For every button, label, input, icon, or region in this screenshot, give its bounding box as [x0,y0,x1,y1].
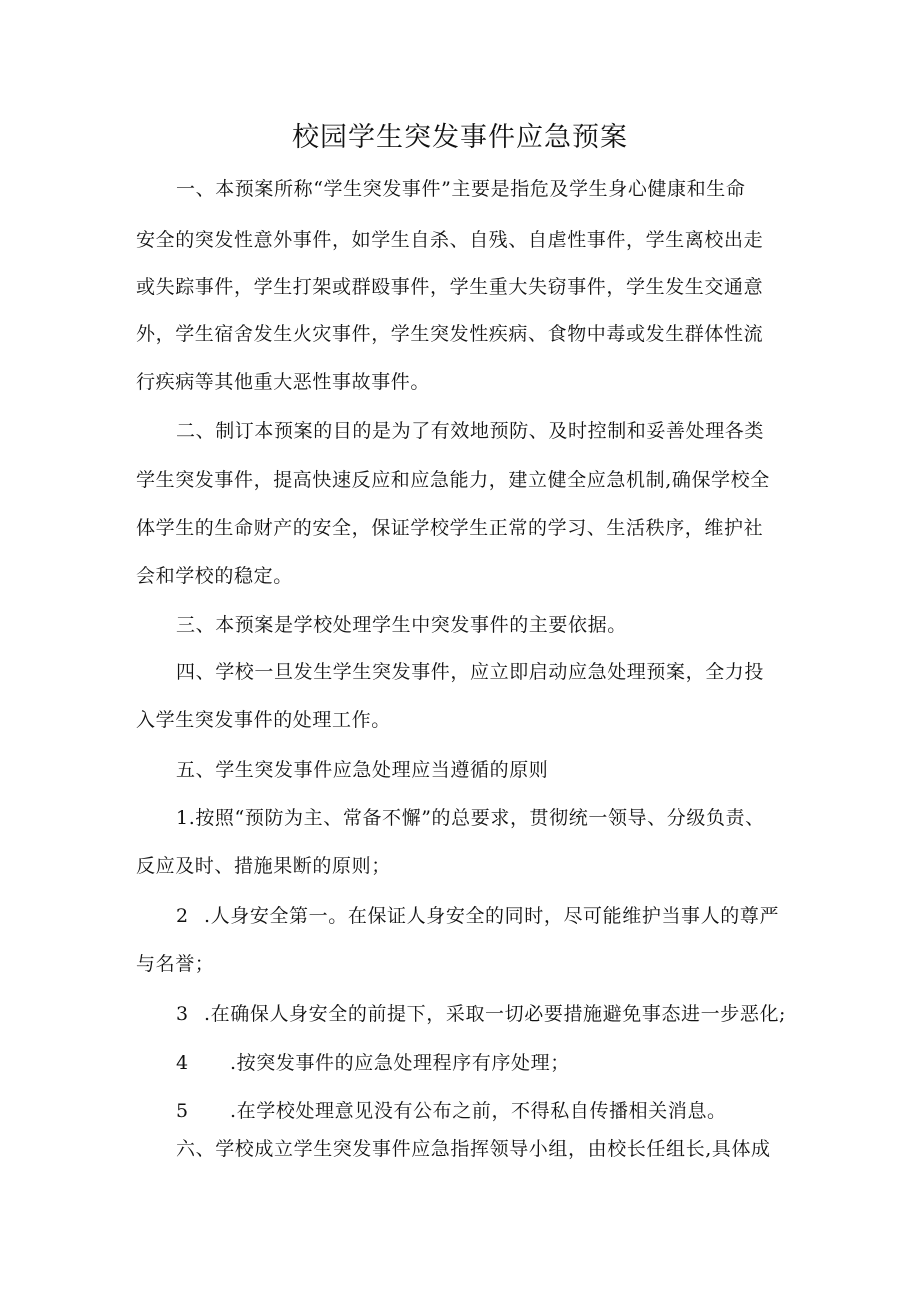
item-1-line-1: 1.按照“预防为主、常备不懈”的总要求，贯彻统一领导、分级负责、 [176,807,765,829]
p2-line-4: 会和学校的稳定。 [136,565,293,587]
item-2-text: .人身安全第一。在保证人身安全的同时，尽可能维护当事人的尊严 [204,905,780,927]
p2-line-1: 二、制订本预案的目的是为了有效地预防、及时控制和妥善处理各类 [176,420,765,442]
p6-line: 六、学校成立学生突发事件应急指挥领导小组，由校长任组长,具体成 [176,1138,771,1160]
p1-line-3: 或失踪事件，学生打架或群殴事件，学生重大失窃事件，学生发生交通意 [136,276,764,298]
p2-line-2: 学生突发事件，提高快速反应和应急能力，建立健全应急机制,确保学校全 [136,469,770,491]
item-2-number: 2 [176,905,189,927]
item-3-line [176,1000,786,1028]
p4-line-1: 四、学校一旦发生学生突发事件，应立即启动应急处理预案，全力投 [176,661,765,683]
item-2-line-1 [176,902,779,930]
item-4-text: .按突发事件的应急处理程序有序处理； [230,1052,570,1074]
item-3-text: .在确保人身安全的前提下，采取一切必要措施避免事态进一步恶化; [204,1003,787,1025]
p2-line-3: 体学生的生命财产的安全，保证学校学生正常的学习、生活秩序，维护社 [136,517,764,539]
item-5-text: .在学校处理意见没有公布之前，不得私自传播相关消息。 [230,1100,727,1122]
p1-line-2: 安全的突发性意外事件，如学生自杀、自残、自虐性事件，学生离校出走 [136,229,764,251]
p5-line: 五、学生突发事件应急处理应当遵循的原则 [176,759,549,781]
item-5-line [176,1097,727,1125]
item-4-line [176,1049,570,1077]
p1-line-5: 行疾病等其他重大恶性事故事件。 [136,371,431,393]
p4-line-2: 入学生突发事件的处理工作。 [136,709,391,731]
item-4-number: 4 [176,1052,189,1074]
item-5-number: 5 [176,1100,189,1122]
item-3-number: 3 [176,1003,189,1025]
document-title: 校园学生突发事件应急预案 [292,122,628,153]
p1-line-1: 一、本预案所称“学生突发事件”主要是指危及学生身心健康和生命 [176,178,746,200]
item-1-line-2: 反应及时、措施果断的原则； [136,855,391,877]
p1-line-4: 外，学生宿舍发生火灾事件，学生突发性疾病、食物中毒或发生群体性流 [136,323,764,345]
item-2-line-2: 与名誉； [136,953,215,975]
p3-line: 三、本预案是学校处理学生中突发事件的主要依据。 [176,614,627,636]
